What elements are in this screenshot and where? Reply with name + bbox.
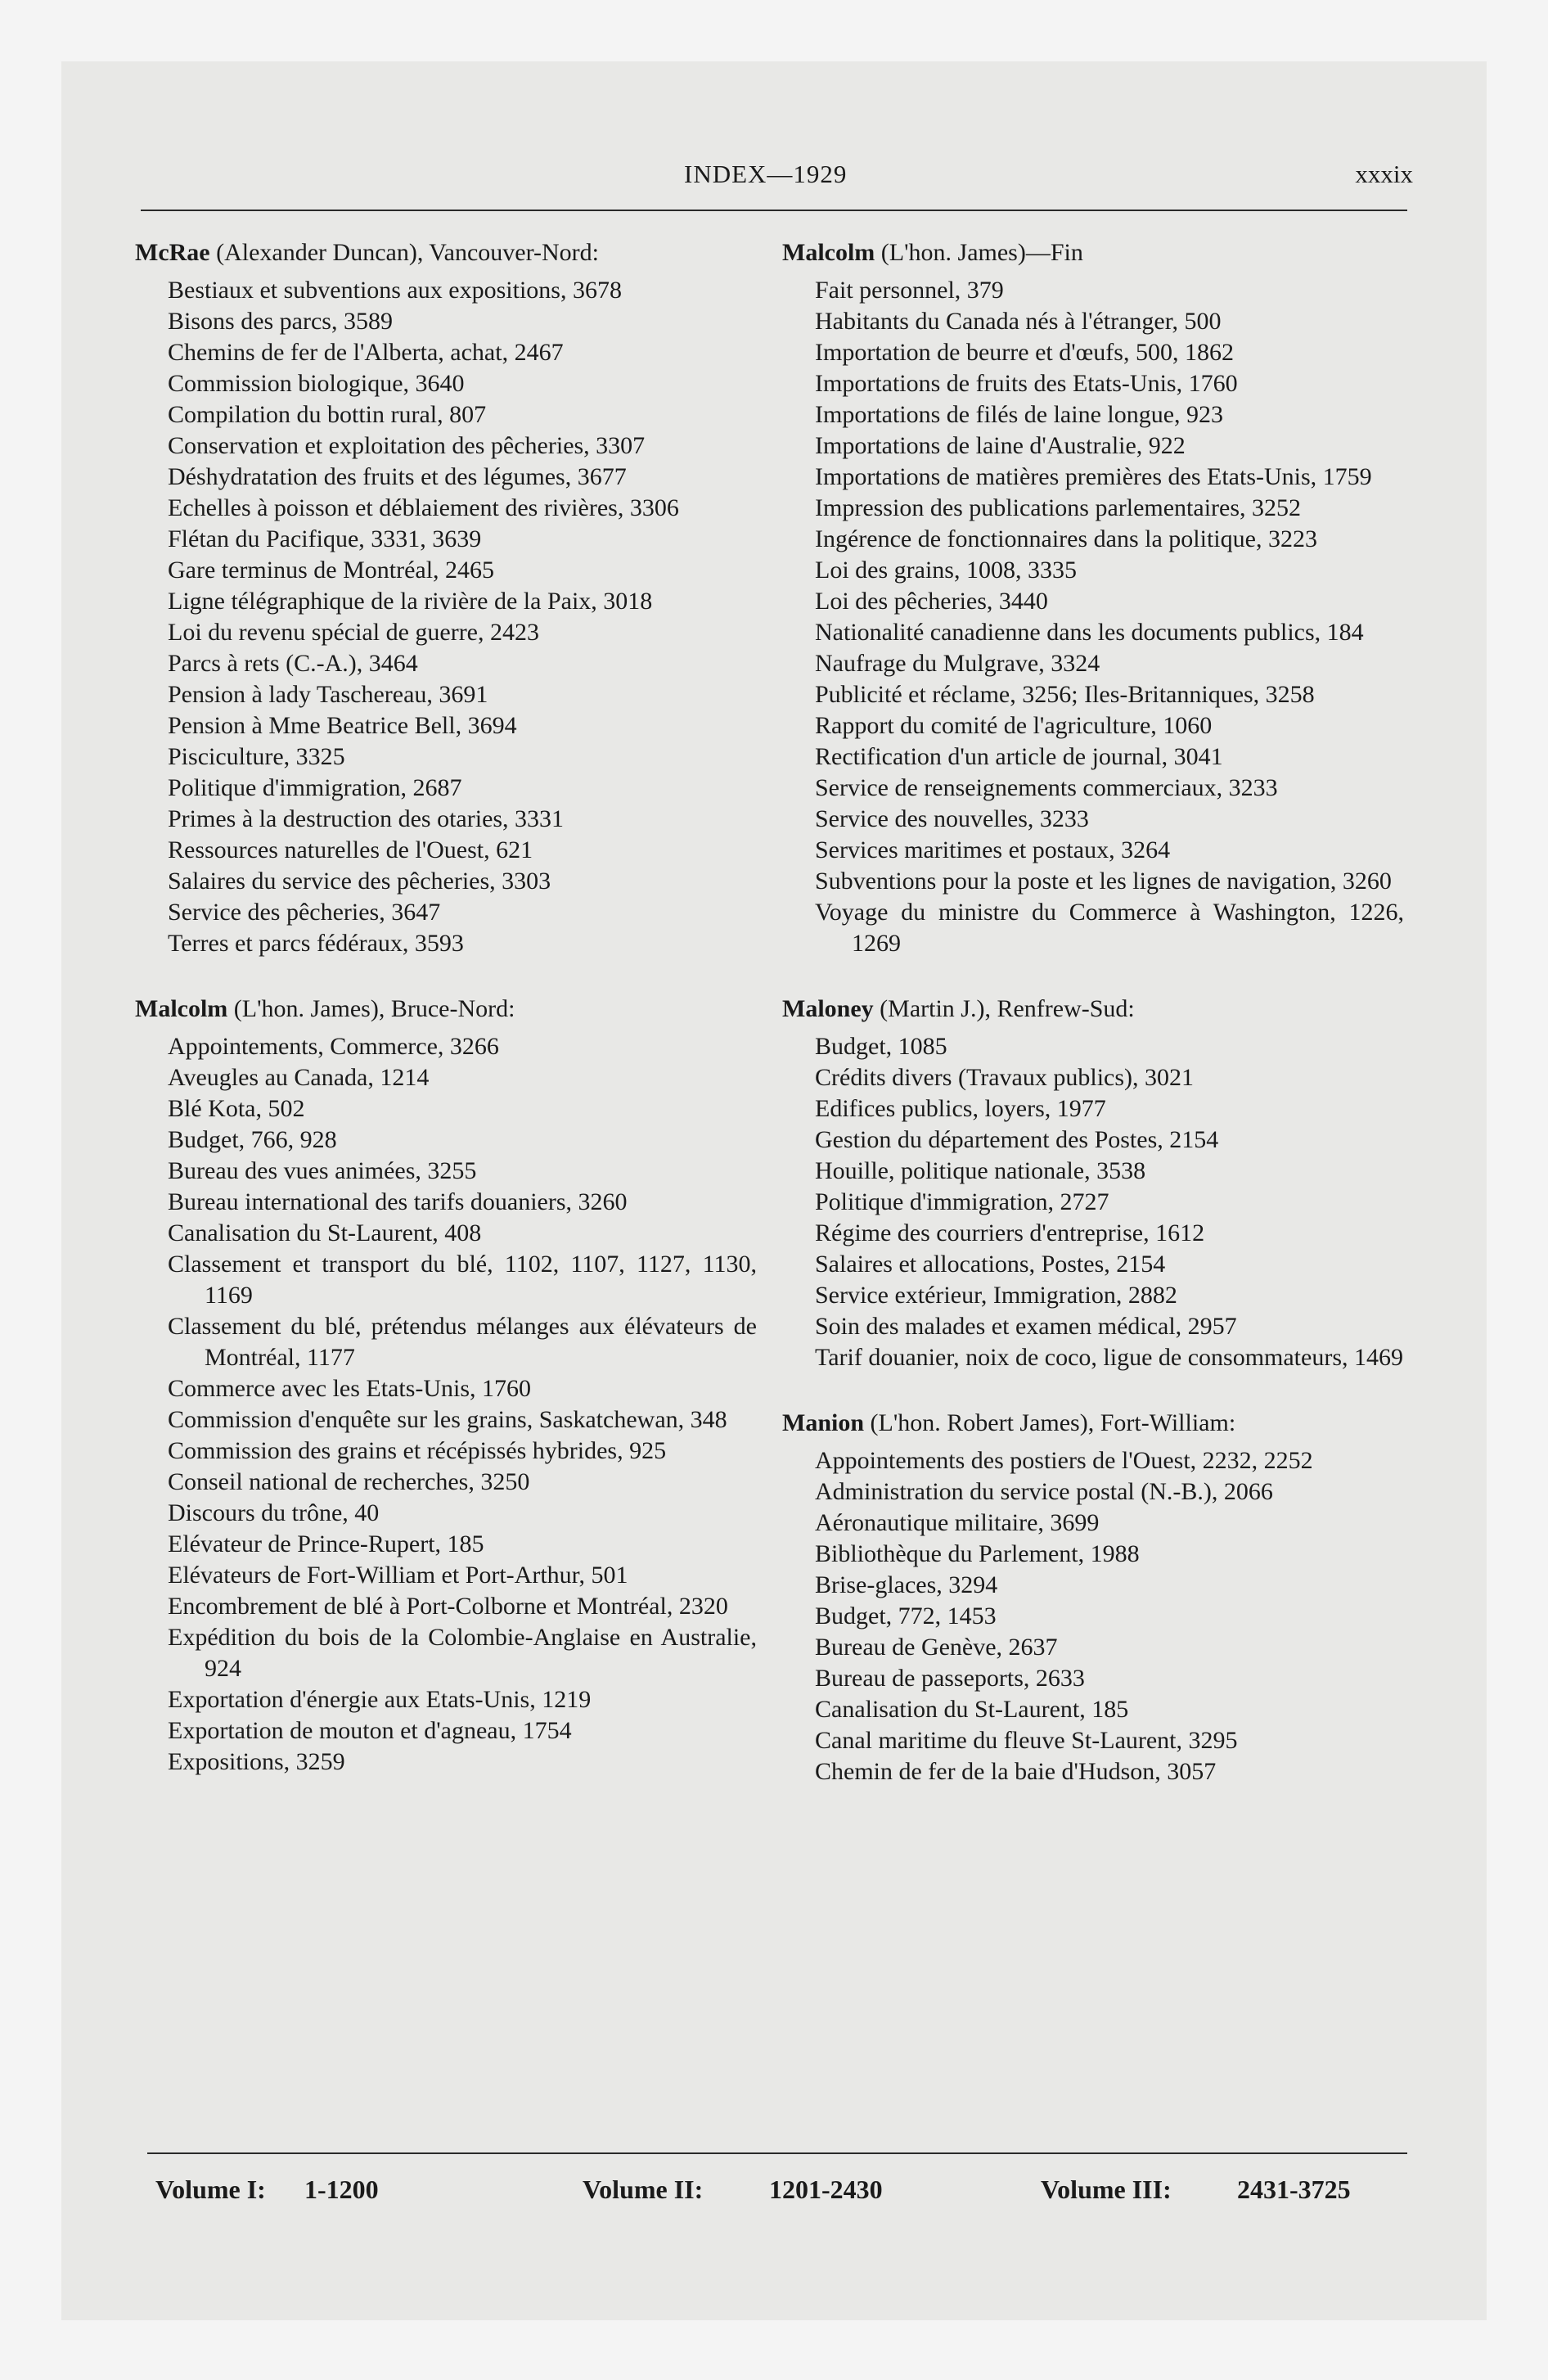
subentry: Bureau international des tarifs douaniers, 3260	[168, 1188, 628, 1215]
subentry: Brise-glaces, 3294	[815, 1571, 998, 1598]
subentry: Commission d'enquête sur les grains, Saskatchewan, 348	[168, 1406, 727, 1433]
volume-1-range: 1-1200	[304, 2175, 379, 2204]
entry-detail: (L'hon. Robert James), Fort-William:	[864, 1409, 1236, 1436]
subentry: Chemins de fer de l'Alberta, achat, 2467	[168, 339, 564, 366]
subentry: Compilation du bottin rural, 807	[168, 401, 487, 428]
subentry: Loi du revenu spécial de guerre, 2423	[168, 619, 539, 646]
subentry: Blé Kota, 502	[168, 1095, 305, 1122]
subentry: Conservation et exploitation des pêcheries, 3307	[168, 432, 646, 459]
entry-heading	[135, 994, 757, 1025]
entry-detail: (L'hon. James), Bruce-Nord:	[227, 995, 515, 1022]
subentry: Soin des malades et examen médical, 2957	[815, 1313, 1237, 1340]
entry-heading	[782, 994, 1404, 1025]
subentry: Gestion du département des Postes, 2154	[815, 1126, 1219, 1153]
subentry: Parcs à rets (C.-A.), 3464	[168, 650, 418, 677]
volume-1-label: Volume I:	[155, 2175, 266, 2204]
subentry: Conseil national de recherches, 3250	[168, 1468, 530, 1495]
subentry: Canalisation du St-Laurent, 408	[168, 1219, 482, 1246]
subentry: Pension à lady Taschereau, 3691	[168, 681, 488, 708]
subentry: Discours du trône, 40	[168, 1499, 380, 1526]
subentry: Ressources naturelles de l'Ouest, 621	[168, 836, 533, 863]
subentry: Expédition du bois de la Colombie-Anglaise en Australie, 924	[168, 1624, 757, 1682]
subentry: Importations de fruits des Etats-Unis, 1760	[815, 370, 1238, 397]
entry-detail: (Alexander Duncan), Vancouver-Nord:	[209, 239, 599, 266]
subentry: Elévateur de Prince-Rupert, 185	[168, 1530, 484, 1557]
volume-3-label: Volume III:	[1041, 2175, 1172, 2204]
subentry: Service de renseignements commerciaux, 3233	[815, 774, 1278, 801]
subentry: Service extérieur, Immigration, 2882	[815, 1282, 1177, 1309]
entry-name: Malcolm	[135, 995, 228, 1022]
subentry: Encombrement de blé à Port-Colborne et Montréal, 2320	[168, 1593, 728, 1620]
subentry: Bureau de passeports, 2633	[815, 1665, 1085, 1692]
volume-2-range: 1201-2430	[769, 2175, 883, 2204]
page-header	[0, 160, 1548, 192]
subentry: Déshydratation des fruits et des légumes, 3677	[168, 463, 627, 490]
subentry: Habitants du Canada nés à l'étranger, 500	[815, 308, 1222, 335]
subentry: Service des pêcheries, 3647	[168, 899, 441, 926]
right-column	[782, 237, 1404, 1822]
subentry: Classement et transport du blé, 1102, 1107, 1127, 1130, 1169	[168, 1251, 757, 1309]
subentry: Salaires du service des pêcheries, 3303	[168, 868, 551, 895]
subentry: Subventions pour la poste et les lignes de navigation, 3260	[815, 868, 1392, 895]
subentry: Loi des grains, 1008, 3335	[815, 557, 1077, 584]
header-rule	[141, 210, 1407, 211]
entry-heading	[135, 237, 757, 268]
subentry: Primes à la destruction des otaries, 3331	[168, 805, 565, 832]
subentry: Publicité et réclame, 3256; Iles-Britanniques, 3258	[815, 681, 1315, 708]
subentry: Bureau de Genève, 2637	[815, 1634, 1058, 1661]
subentry: Régime des courriers d'entreprise, 1612	[815, 1219, 1205, 1246]
subentry: Administration du service postal (N.-B.), 2066	[815, 1478, 1273, 1505]
subentry: Canal maritime du fleuve St-Laurent, 3295	[815, 1727, 1238, 1754]
subentry: Exportation d'énergie aux Etats-Unis, 1219	[168, 1686, 592, 1713]
page-title: INDEX—1929	[684, 160, 848, 188]
subentry: Elévateurs de Fort-William et Port-Arthur, 501	[168, 1562, 628, 1589]
entry-detail: (Martin J.), Renfrew-Sud:	[873, 995, 1135, 1022]
subentry: Politique d'immigration, 2687	[168, 774, 462, 801]
entry-heading	[782, 1408, 1404, 1439]
subentry: Expositions, 3259	[168, 1748, 345, 1775]
footer-rule	[147, 2152, 1407, 2154]
subentry: Aéronautique militaire, 3699	[815, 1509, 1100, 1536]
subentry: Budget, 766, 928	[168, 1126, 337, 1153]
subentry: Chemin de fer de la baie d'Hudson, 3057	[815, 1758, 1217, 1785]
subentry: Importation de beurre et d'œufs, 500, 1862	[815, 339, 1234, 366]
subentry: Voyage du ministre du Commerce à Washington, 1226, 1269	[815, 899, 1404, 957]
subentry: Aveugles au Canada, 1214	[168, 1064, 430, 1091]
subentry: Nationalité canadienne dans les documents publics, 184	[815, 619, 1364, 646]
subentry: Loi des pêcheries, 3440	[815, 588, 1048, 615]
subentry: Politique d'immigration, 2727	[815, 1188, 1109, 1215]
entry-detail: (L'hon. James)—Fin	[875, 239, 1083, 266]
subentry: Importations de matières premières des Etats-Unis, 1759	[815, 463, 1372, 490]
subentry: Edifices publics, loyers, 1977	[815, 1095, 1106, 1122]
subentry: Importations de laine d'Australie, 922	[815, 432, 1186, 459]
subentry: Bestiaux et subventions aux expositions, 3678	[168, 277, 622, 304]
subentry: Appointements des postiers de l'Ouest, 2232, 2252	[815, 1447, 1313, 1474]
subentry: Crédits divers (Travaux publics), 3021	[815, 1064, 1195, 1091]
subentry: Bibliothèque du Parlement, 1988	[815, 1540, 1140, 1567]
subentry: Tarif douanier, noix de coco, ligue de consommateurs, 1469	[815, 1344, 1403, 1371]
entry-name: McRae	[135, 239, 210, 266]
page-number: xxxix	[1355, 160, 1413, 188]
subentry: Commerce avec les Etats-Unis, 1760	[168, 1375, 532, 1402]
subentry: Echelles à poisson et déblaiement des rivières, 3306	[168, 494, 679, 521]
subentry: Commission biologique, 3640	[168, 370, 465, 397]
entry-heading	[782, 237, 1404, 268]
subentry: Budget, 1085	[815, 1033, 947, 1060]
subentry: Flétan du Pacifique, 3331, 3639	[168, 525, 482, 552]
index-entry-group	[135, 237, 757, 959]
subentry: Terres et parcs fédéraux, 3593	[168, 930, 464, 957]
index-entry-group	[135, 994, 757, 1778]
subentry: Ligne télégraphique de la rivière de la Paix, 3018	[168, 588, 653, 615]
subentry: Gare terminus de Montréal, 2465	[168, 557, 495, 584]
subentry: Appointements, Commerce, 3266	[168, 1033, 499, 1060]
volume-3-range: 2431-3725	[1237, 2175, 1351, 2204]
subentry: Budget, 772, 1453	[815, 1602, 997, 1629]
subentry: Bisons des parcs, 3589	[168, 308, 393, 335]
volume-2-label: Volume II:	[583, 2175, 704, 2204]
subentry: Canalisation du St-Laurent, 185	[815, 1696, 1129, 1723]
index-entry-group	[782, 994, 1404, 1373]
entry-name: Manion	[782, 1409, 865, 1436]
subentry: Bureau des vues animées, 3255	[168, 1157, 477, 1184]
subentry: Exportation de mouton et d'agneau, 1754	[168, 1717, 572, 1744]
subentry: Impression des publications parlementaires, 3252	[815, 494, 1302, 521]
subentry: Classement du blé, prétendus mélanges aux élévateurs de Montréal, 1177	[168, 1313, 757, 1371]
subentry: Commission des grains et récépissés hybrides, 925	[168, 1437, 667, 1464]
subentry: Rapport du comité de l'agriculture, 1060	[815, 712, 1213, 739]
subentry: Salaires et allocations, Postes, 2154	[815, 1251, 1166, 1278]
subentry: Rectification d'un article de journal, 3041	[815, 743, 1223, 770]
subentry: Ingérence de fonctionnaires dans la politique, 3223	[815, 525, 1317, 552]
subentry: Houille, politique nationale, 3538	[815, 1157, 1146, 1184]
subentry: Services maritimes et postaux, 3264	[815, 836, 1171, 863]
entry-name: Maloney	[782, 995, 874, 1022]
index-entry-group	[782, 237, 1404, 959]
entry-name: Malcolm	[782, 239, 875, 266]
subentry: Pisciculture, 3325	[168, 743, 345, 770]
left-column	[135, 237, 757, 1812]
subentry: Fait personnel, 379	[815, 277, 1004, 304]
subentry: Importations de filés de laine longue, 923	[815, 401, 1224, 428]
index-entry-group	[782, 1408, 1404, 1787]
subentry: Service des nouvelles, 3233	[815, 805, 1089, 832]
subentry: Pension à Mme Beatrice Bell, 3694	[168, 712, 517, 739]
subentry: Naufrage du Mulgrave, 3324	[815, 650, 1100, 677]
